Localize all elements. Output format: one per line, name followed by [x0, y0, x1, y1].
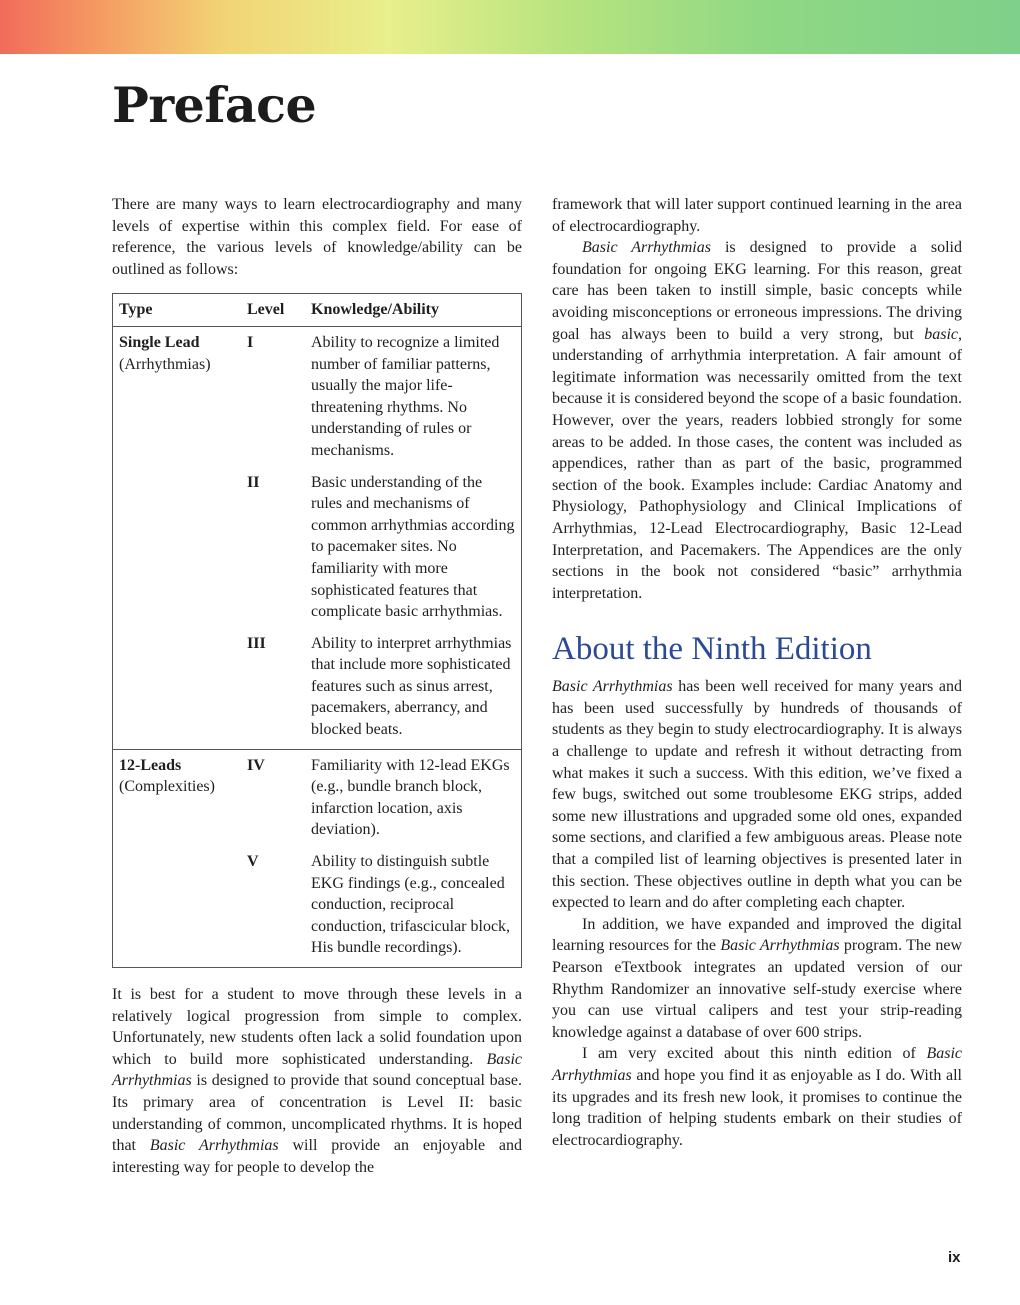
- header-knowledge: Knowledge/Ability: [305, 294, 522, 327]
- type-subtitle: (Complexities): [119, 778, 215, 796]
- ability-cell: Ability to recognize a limited number of familiar patterns, usually the major life-threatening rhythms. No understanding of rules or mechanisms.: [311, 333, 500, 459]
- book-title: Basic Arrhythmias: [552, 1045, 962, 1084]
- book-title: Basic Arrhythmias: [149, 1137, 279, 1155]
- book-title: Basic Arrhythmias: [720, 937, 840, 955]
- chapter-color-band: [0, 0, 1020, 54]
- intro-paragraph: There are many ways to learn electrocardiography and many levels of expertise within this complex field. For ease of reference, the various levels of knowledge/ability can be outlined as follows:: [112, 196, 522, 278]
- closing-paragraph: I am very excited about this ninth edition of Basic Arrhythmias and hope you find it as enjoyable as I do. With all its upgrades and its fresh new look, it promises to continue the long tradition of helping students embark on their studies of electrocardiography.: [552, 1045, 962, 1149]
- page-title: Preface: [112, 76, 317, 134]
- ability-cell: Basic understanding of the rules and mechanisms of common arrhythmias according to pacemaker sites. No familiarity with more sophisticated features that complicate basic arrhythmias.: [311, 473, 515, 621]
- type-subtitle: (Arrhythmias): [119, 355, 211, 373]
- level-cell: II: [247, 473, 260, 491]
- type-cell: [113, 749, 242, 849]
- header-level: Level: [241, 294, 305, 327]
- type-cell: [113, 326, 242, 469]
- table-row: [113, 470, 522, 631]
- header-type: Type: [113, 294, 242, 327]
- progression-paragraph: It is best for a student to move through these levels in a relatively logical progression from simple to complex. Unfortunately, new students often lack a solid foundation upon which to build more sophisticated understanding. Basic Arrhythmias is designed to provide that sound conceptual base. Its primary area of concentration is Level II: basic understanding of common, uncomplicated rhythms. It is hoped that Basic Arrhythmias will provide an enjoyable and interesting way for people to develop the: [112, 986, 523, 1176]
- right-column: [552, 194, 962, 1151]
- ninth-edition-paragraph: Basic Arrhythmias has been well received for many years and has been used successfully by hundreds of thousands of students as they begin to study electrocardiography. It is always a challenge to update and refresh it without detracting from what makes it such a success. With this edition, we’ve fixed a few bugs, switched out some troublesome EKG strips, added some new illustrations and upgraded some old ones, expanded some sections, and clarified a few ambiguous areas. Please note that a compiled list of learning objectives is presented later in this section. These objectives outline in depth what you can be expected to learn and do after completing each chapter.: [552, 678, 962, 912]
- page-number: ix: [948, 1249, 961, 1266]
- level-cell: IV: [241, 749, 305, 849]
- book-title: Basic Arrhythmias: [112, 1050, 522, 1090]
- expertise-levels-table: [112, 293, 522, 968]
- ability-cell: Ability to distinguish subtle EKG findings (e.g., concealed conduction, reciprocal conduction, trifascicular block, His bundle recordings).: [311, 853, 511, 957]
- continuation-paragraph: framework that will later support continued learning in the area of electrocardiography.: [552, 196, 962, 235]
- table-header-row: [113, 294, 522, 327]
- level-cell: III: [247, 634, 266, 652]
- book-title: Basic Arrhythmias: [582, 239, 711, 257]
- emphasis-basic: basic: [924, 325, 958, 343]
- book-title: Basic Arrhythmias: [552, 678, 673, 696]
- type-name: 12-Leads: [119, 756, 182, 774]
- ability-cell: Familiarity with 12-lead EKGs (e.g., bundle branch block, infarction location, axis deviation).: [305, 749, 522, 849]
- table-row: [113, 326, 522, 469]
- ability-cell: Ability to interpret arrhythmias that include more sophisticated features such as sinus arrest, pacemakers, aberrancy, and blocked beats.: [311, 634, 512, 739]
- left-column: [112, 194, 522, 1178]
- table-row: [113, 749, 522, 849]
- digital-resources-paragraph: In addition, we have expanded and improved the digital learning resources for the Basic Arrhythmias program. The new Pearson eTextbook integrates an updated version of our Rhythm Randomizer an innovative self-study exercise where you can use virtual calipers and test your strip-reading knowledge against a database of over 600 strips.: [552, 915, 963, 1041]
- level-cell: I: [247, 333, 254, 351]
- table-row: [113, 849, 522, 967]
- level-cell: V: [247, 853, 259, 871]
- section-heading: About the Ninth Edition: [552, 631, 872, 668]
- foundation-paragraph: Basic Arrhythmias is designed to provide a solid foundation for ongoing EKG learning. For this reason, great care has been taken to instill simple, basic concepts while avoiding misconceptions or erroneous impressions. The driving goal has always been to build a very strong, but basic, understanding of arrhythmia interpretation. A fair amount of legitimate information was necessarily omitted from the text because it is considered beyond the scope of a basic foundation. However, over the years, readers lobbied strongly for some areas to be added. In those cases, the content was included as appendices, rather than as part of the basic, programmed section of the book. Examples include: Cardiac Anatomy and Physiology, Pathophysiology and Clinical Implications of Arrhythmias, 12-Lead Electrocardiography, Basic 12-Lead Interpretation, and Pacemakers. The Appendices are the only sections in the book not considered “basic” arrhythmia interpretation.: [552, 239, 963, 602]
- type-name: Single Lead: [119, 333, 200, 351]
- table-row: [113, 631, 522, 749]
